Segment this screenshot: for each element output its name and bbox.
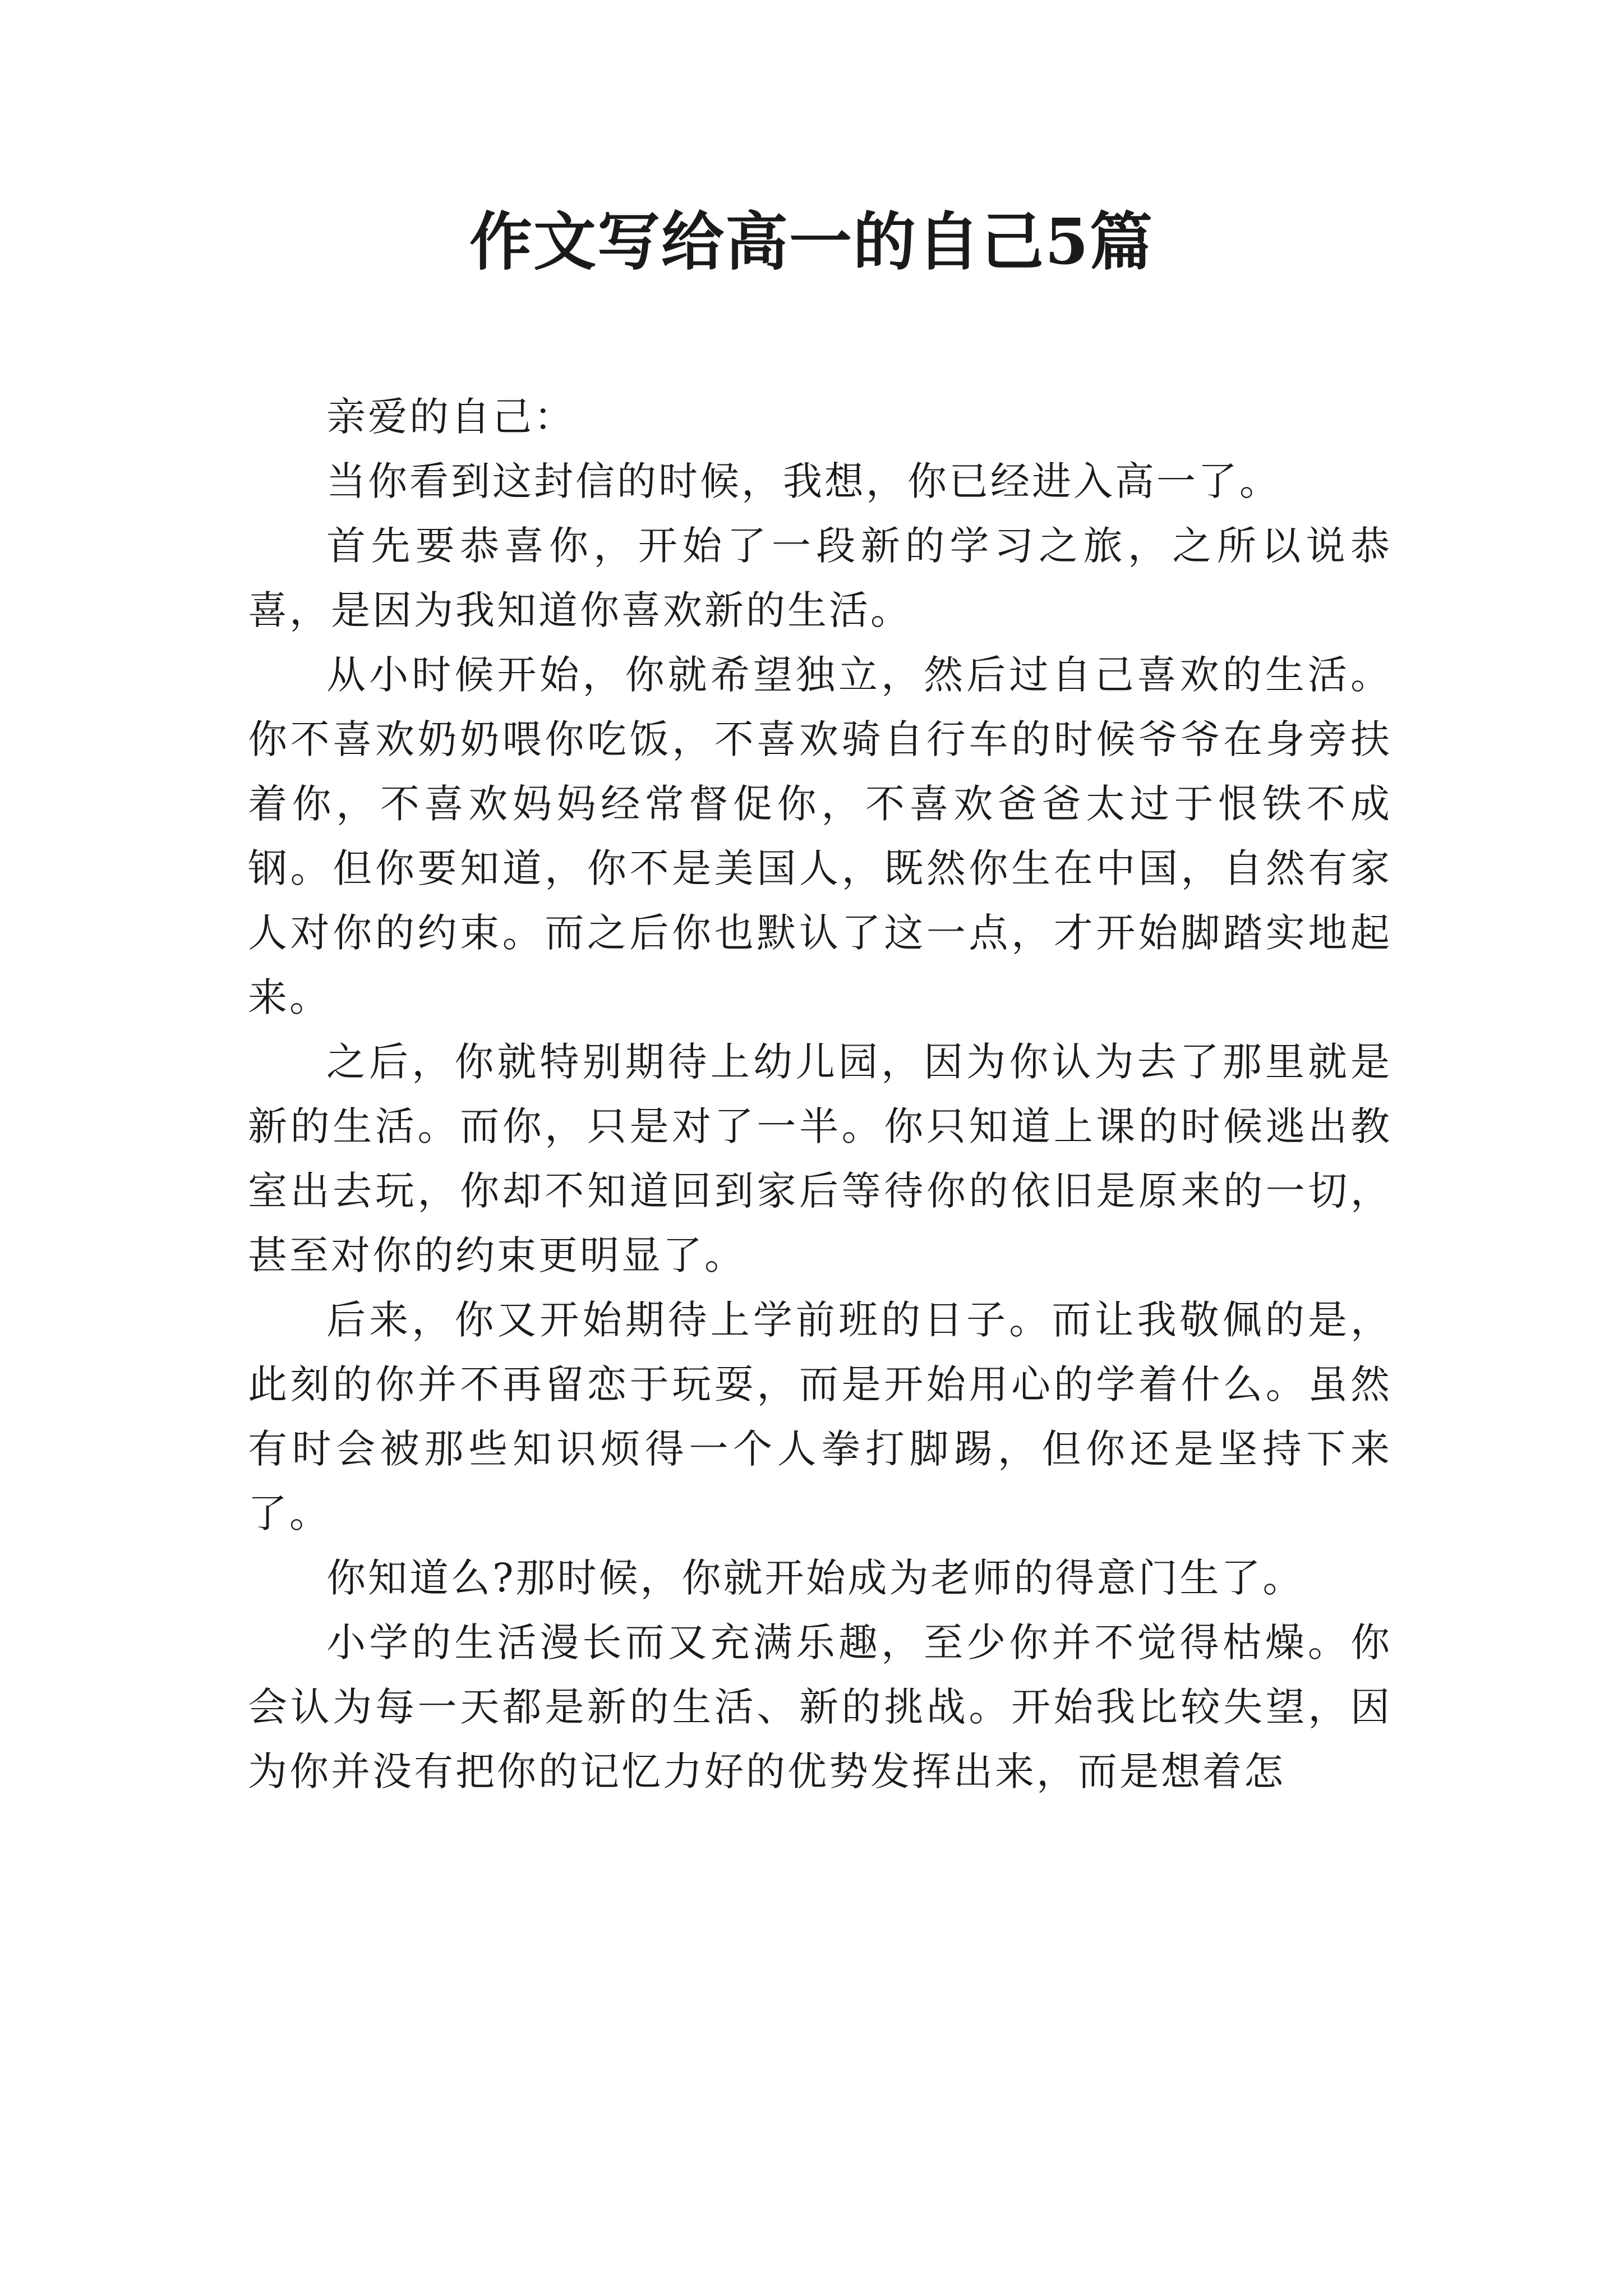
paragraph: 从小时候开始，你就希望独立，然后过自己喜欢的生活。你不喜欢奶奶喂你吃饭，不喜欢骑自行车的时候爷爷在身旁扶着你，不喜欢妈妈经常督促你，不喜欢爸爸太过于恨铁不成钢。但你要知道，你不是美国人，既然你生在中国，自然有家人对你的约束。而之后你也默认了这一点，才开始脚踏实地起来。 <box>248 652 1392 1020</box>
paragraph-salutation: 亲爱的自己： <box>326 394 575 440</box>
paragraph: 当你看到这封信的时候，我想，你已经进入高一了。 <box>326 458 1281 504</box>
document-body <box>248 385 1392 1804</box>
paragraph: 后来，你又开始期待上学前班的日子。而让我敬佩的是，此刻的你并不再留恋于玩耍，而是开始用心的学着什么。虽然有时会被那些知识烦得一个人拳打脚踢，但你还是坚持下来了。 <box>248 1297 1392 1536</box>
paragraph: 首先要恭喜你，开始了一段新的学习之旅，之所以说恭喜，是因为我知道你喜欢新的生活。 <box>248 523 1392 633</box>
document-title: 作文写给高一的自己5篇 <box>469 205 1154 279</box>
paragraph: 之后，你就特别期待上幼儿园，因为你认为去了那里就是新的生活。而你，只是对了一半。你只知道上课的时候逃出教室出去玩，你却不知道回到家后等待你的依旧是原来的一切，甚至对你的约束更明显了。 <box>248 1039 1392 1278</box>
paragraph: 小学的生活漫长而又充满乐趣，至少你并不觉得枯燥。你会认为每一天都是新的生活、新的挑战。开始我比较失望，因为你并没有把你的记忆力好的优势发挥出来，而是想着怎 <box>248 1619 1392 1795</box>
paragraph: 你知道么?那时候，你就开始成为老师的得意门生了。 <box>326 1555 1304 1601</box>
